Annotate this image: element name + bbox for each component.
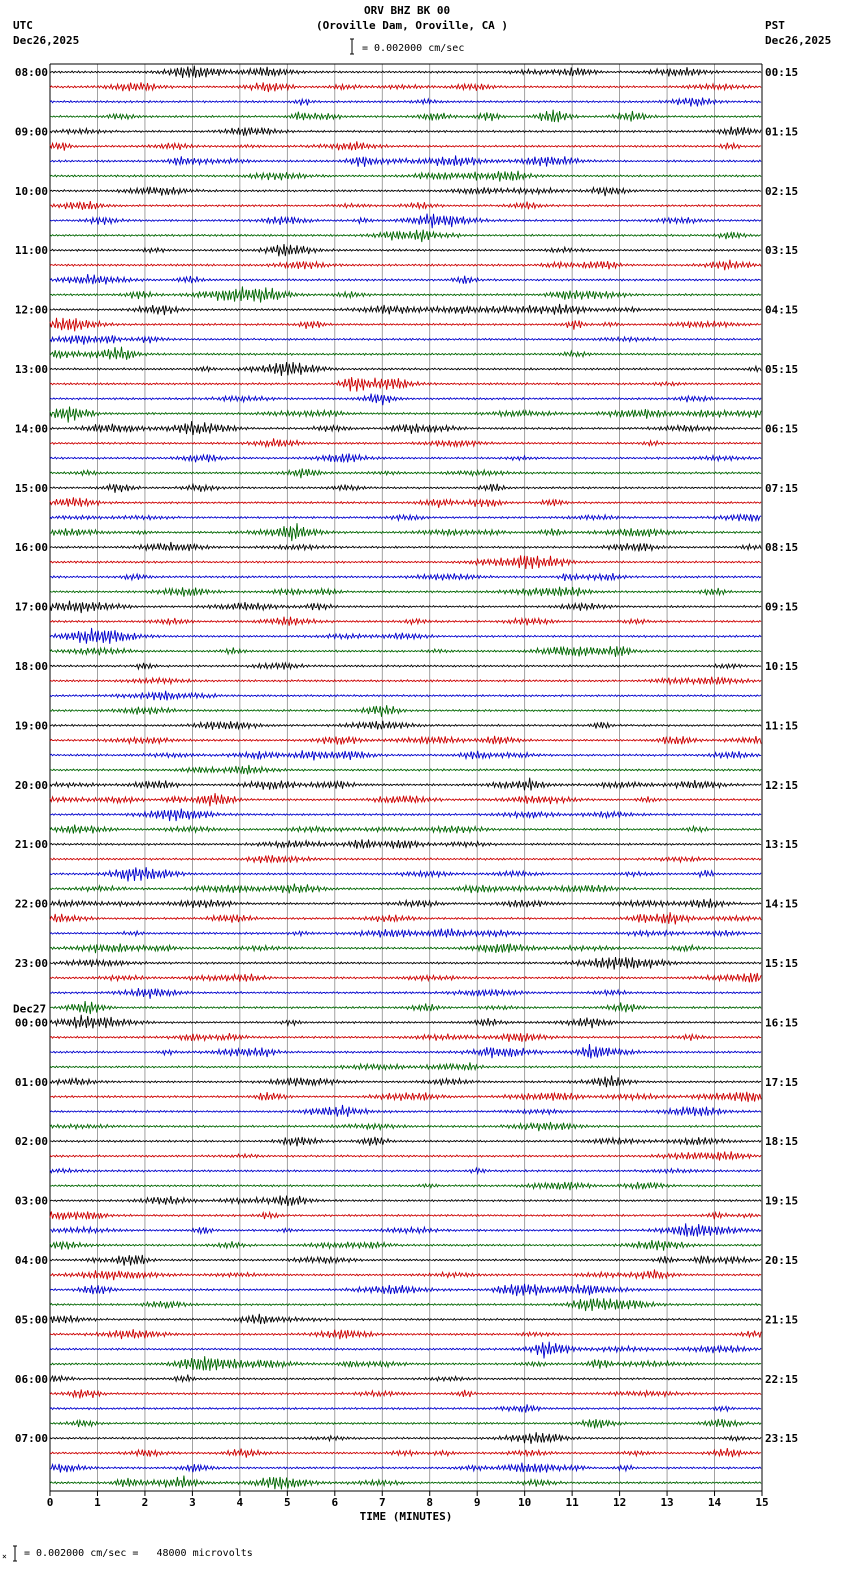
hour-label-utc: 18:00 — [14, 660, 48, 673]
station-title: ORV BHZ BK 00 — [364, 4, 451, 17]
hour-label-pst: 22:15 — [765, 1372, 799, 1386]
hour-label-utc: 07:00 — [14, 1432, 48, 1446]
footer-scale-label: = 0.002000 cm/sec = 48000 microvolts — [24, 1548, 253, 1559]
seismic-trace — [50, 628, 761, 644]
seismic-trace — [50, 286, 761, 302]
hour-label-pst: 00:15 — [765, 66, 799, 79]
hour-label-utc: 06:00 — [14, 1372, 48, 1386]
hour-label-pst: 01:15 — [765, 125, 799, 139]
hour-label-pst: 08:15 — [765, 541, 799, 555]
hour-label-utc: 13:00 — [14, 363, 48, 376]
hour-label-pst: 02:15 — [765, 184, 799, 198]
hour-label-utc: 10:00 — [14, 184, 48, 198]
hour-label-utc: 09:00 — [14, 125, 48, 139]
seismic-trace — [50, 573, 761, 581]
seismic-trace — [50, 274, 761, 284]
seismic-trace — [50, 155, 761, 166]
seismic-trace — [50, 928, 761, 937]
seismic-trace — [50, 1044, 761, 1058]
seismic-trace — [50, 1151, 761, 1160]
seismic-trace — [50, 1404, 761, 1412]
hour-label-pst: 15:15 — [765, 957, 799, 970]
hour-label-utc: 22:00 — [14, 897, 48, 911]
seismic-trace — [50, 468, 761, 478]
seismic-trace — [50, 1432, 761, 1444]
seismic-trace — [50, 1075, 761, 1087]
seismic-trace — [50, 1196, 761, 1206]
seismic-trace — [50, 497, 761, 508]
seismic-trace — [50, 765, 761, 774]
hour-label-utc: 17:00 — [14, 600, 48, 614]
seismic-trace — [50, 677, 761, 685]
seismic-trace — [50, 1223, 761, 1236]
seismic-trace — [50, 318, 761, 331]
hour-label-pst: 16:15 — [765, 1016, 799, 1030]
seismic-trace — [50, 66, 761, 78]
seismic-trace — [50, 646, 761, 657]
x-tick-label: 4 — [236, 1496, 244, 1509]
seismic-trace — [50, 1092, 761, 1102]
x-tick-label: 5 — [284, 1496, 291, 1509]
scale-label: = 0.002000 cm/sec — [362, 43, 465, 54]
hour-label-utc: 16:00 — [14, 541, 48, 555]
seismic-trace — [50, 1255, 761, 1266]
hour-label-pst: 06:15 — [765, 422, 799, 436]
hour-label-utc: 04:00 — [14, 1254, 48, 1267]
seismic-trace — [50, 705, 761, 717]
seismic-trace — [50, 793, 761, 806]
seismic-trace — [50, 244, 761, 256]
seismic-trace — [50, 663, 761, 670]
left-date: Dec26,2025 — [13, 34, 80, 47]
hour-label-utc: 03:00 — [14, 1194, 48, 1208]
seismic-trace — [50, 453, 761, 462]
x-tick-label: 6 — [331, 1496, 339, 1509]
seismic-trace — [50, 377, 761, 391]
x-tick-label: 8 — [426, 1496, 434, 1509]
seismic-trace — [50, 82, 761, 92]
hour-label-pst: 13:15 — [765, 838, 799, 852]
hour-label-pst: 10:15 — [765, 660, 799, 673]
seismic-trace — [50, 1182, 761, 1190]
seismic-trace — [50, 1137, 761, 1146]
seismic-trace — [50, 214, 761, 229]
hour-label-pst: 19:15 — [765, 1194, 799, 1208]
seismic-trace — [50, 988, 761, 999]
seismic-trace — [50, 1419, 761, 1428]
seismic-trace — [50, 187, 761, 196]
right-date: Dec26,2025 — [765, 34, 832, 47]
x-tick-label: 7 — [378, 1496, 386, 1509]
seismic-trace — [50, 825, 761, 834]
hour-label-pst: 12:15 — [765, 778, 799, 792]
hour-label-pst: 07:15 — [765, 481, 799, 495]
seismic-trace — [50, 1284, 761, 1296]
seismic-trace — [50, 1240, 761, 1251]
seismic-trace — [50, 1168, 761, 1173]
seismic-trace — [50, 421, 761, 435]
hour-label-utc: 00:00 — [14, 1016, 48, 1030]
seismic-trace — [50, 555, 761, 569]
seismic-trace — [50, 721, 761, 730]
hour-label-utc: 01:00 — [14, 1075, 48, 1089]
hour-label-pst: 23:15 — [765, 1432, 799, 1446]
seismic-trace — [50, 1122, 761, 1131]
seismic-trace — [50, 1329, 761, 1339]
seismic-trace — [50, 110, 761, 122]
seismic-trace — [50, 98, 761, 107]
seismic-trace — [50, 944, 761, 954]
x-tick-label: 15 — [755, 1496, 769, 1509]
seismic-trace — [50, 691, 761, 701]
seismic-trace — [50, 736, 761, 745]
seismic-trace — [50, 1001, 761, 1014]
seismic-trace — [50, 750, 761, 760]
seismic-trace — [50, 973, 761, 982]
seismic-trace — [50, 362, 761, 376]
x-tick-label: 1 — [94, 1496, 101, 1509]
seismic-trace — [50, 1463, 761, 1473]
hour-label-utc: 12:00 — [14, 303, 48, 317]
hour-label-pst: 04:15 — [765, 303, 799, 317]
seismic-trace — [50, 617, 761, 626]
hour-label-utc: 19:00 — [14, 719, 48, 733]
seismic-trace — [50, 407, 761, 423]
seismic-trace — [50, 335, 761, 344]
seismic-trace — [50, 1269, 761, 1280]
seismic-trace — [50, 514, 761, 521]
x-tick-label: 10 — [518, 1496, 532, 1509]
hour-label-utc: 21:00 — [14, 838, 48, 852]
hour-label-utc: 14:00 — [14, 422, 48, 436]
seismic-trace — [50, 1033, 761, 1042]
seismic-trace — [50, 1105, 761, 1117]
seismic-trace — [50, 1211, 761, 1219]
seismic-trace — [50, 347, 761, 360]
seismic-trace — [50, 587, 761, 597]
seismic-trace — [50, 171, 761, 182]
x-axis-title: TIME (MINUTES) — [359, 1510, 453, 1523]
seismic-trace — [50, 839, 761, 848]
hour-label-utc: 20:00 — [14, 778, 48, 792]
left-timezone: UTC — [13, 19, 33, 32]
seismic-trace — [50, 957, 761, 969]
seismic-trace — [50, 1389, 761, 1398]
x-tick-label: 0 — [46, 1496, 54, 1509]
seismic-trace — [50, 230, 761, 242]
seismic-trace — [50, 484, 761, 493]
seismic-trace — [50, 1015, 761, 1029]
hour-label-utc: 05:00 — [14, 1313, 48, 1327]
seismic-trace — [50, 867, 761, 881]
seismic-trace — [50, 127, 761, 136]
seismic-trace — [50, 1476, 761, 1490]
seismic-trace — [50, 438, 761, 446]
seismic-trace — [50, 778, 761, 791]
station-location: (Oroville Dam, Oroville, CA ) — [316, 19, 509, 32]
x-tick-label: 14 — [707, 1496, 722, 1509]
hour-label-pst: 14:15 — [765, 897, 799, 911]
seismic-trace — [50, 1298, 761, 1311]
seismic-trace — [50, 1314, 761, 1324]
seismic-trace — [50, 260, 761, 270]
hour-label-pst: 17:15 — [765, 1075, 799, 1089]
hour-label-pst: 03:15 — [765, 244, 799, 258]
day-change-label: Dec27 — [13, 1002, 47, 1016]
x-tick-label: 11 — [565, 1496, 579, 1509]
footer-mark: × — [2, 1552, 7, 1561]
seismic-trace — [50, 1356, 761, 1371]
seismic-trace — [50, 809, 761, 821]
hour-label-pst: 11:15 — [765, 719, 799, 733]
seismic-trace — [50, 1448, 761, 1458]
seismic-trace — [50, 601, 761, 613]
seismic-trace — [50, 884, 761, 894]
seismic-trace — [50, 394, 761, 406]
x-tick-label: 13 — [660, 1496, 674, 1509]
seismic-trace — [50, 523, 761, 541]
hour-label-pst: 09:15 — [765, 600, 799, 614]
x-tick-label: 2 — [141, 1496, 149, 1509]
hour-label-pst: 18:15 — [765, 1135, 799, 1149]
seismic-trace — [50, 1375, 761, 1383]
hour-label-pst: 20:15 — [765, 1254, 799, 1267]
hour-label-utc: 11:00 — [14, 244, 48, 258]
right-timezone: PST — [765, 19, 785, 32]
x-tick-label: 9 — [473, 1496, 481, 1509]
seismic-trace — [50, 201, 761, 210]
hour-label-utc: 15:00 — [14, 481, 48, 495]
seismic-trace — [50, 899, 761, 908]
seismic-trace — [50, 141, 761, 150]
seismic-trace — [50, 1342, 761, 1359]
hour-label-utc: 02:00 — [14, 1135, 48, 1149]
seismic-trace — [50, 855, 761, 863]
seismic-trace — [50, 542, 761, 552]
x-tick-label: 3 — [189, 1496, 196, 1509]
x-tick-label: 12 — [612, 1496, 627, 1509]
seismic-trace — [50, 912, 761, 924]
seismic-trace — [50, 1062, 761, 1070]
hour-label-pst: 21:15 — [765, 1313, 799, 1327]
hour-label-utc: 23:00 — [14, 957, 48, 970]
seismic-trace — [50, 304, 761, 315]
hour-label-pst: 05:15 — [765, 363, 799, 376]
hour-label-utc: 08:00 — [14, 66, 48, 79]
